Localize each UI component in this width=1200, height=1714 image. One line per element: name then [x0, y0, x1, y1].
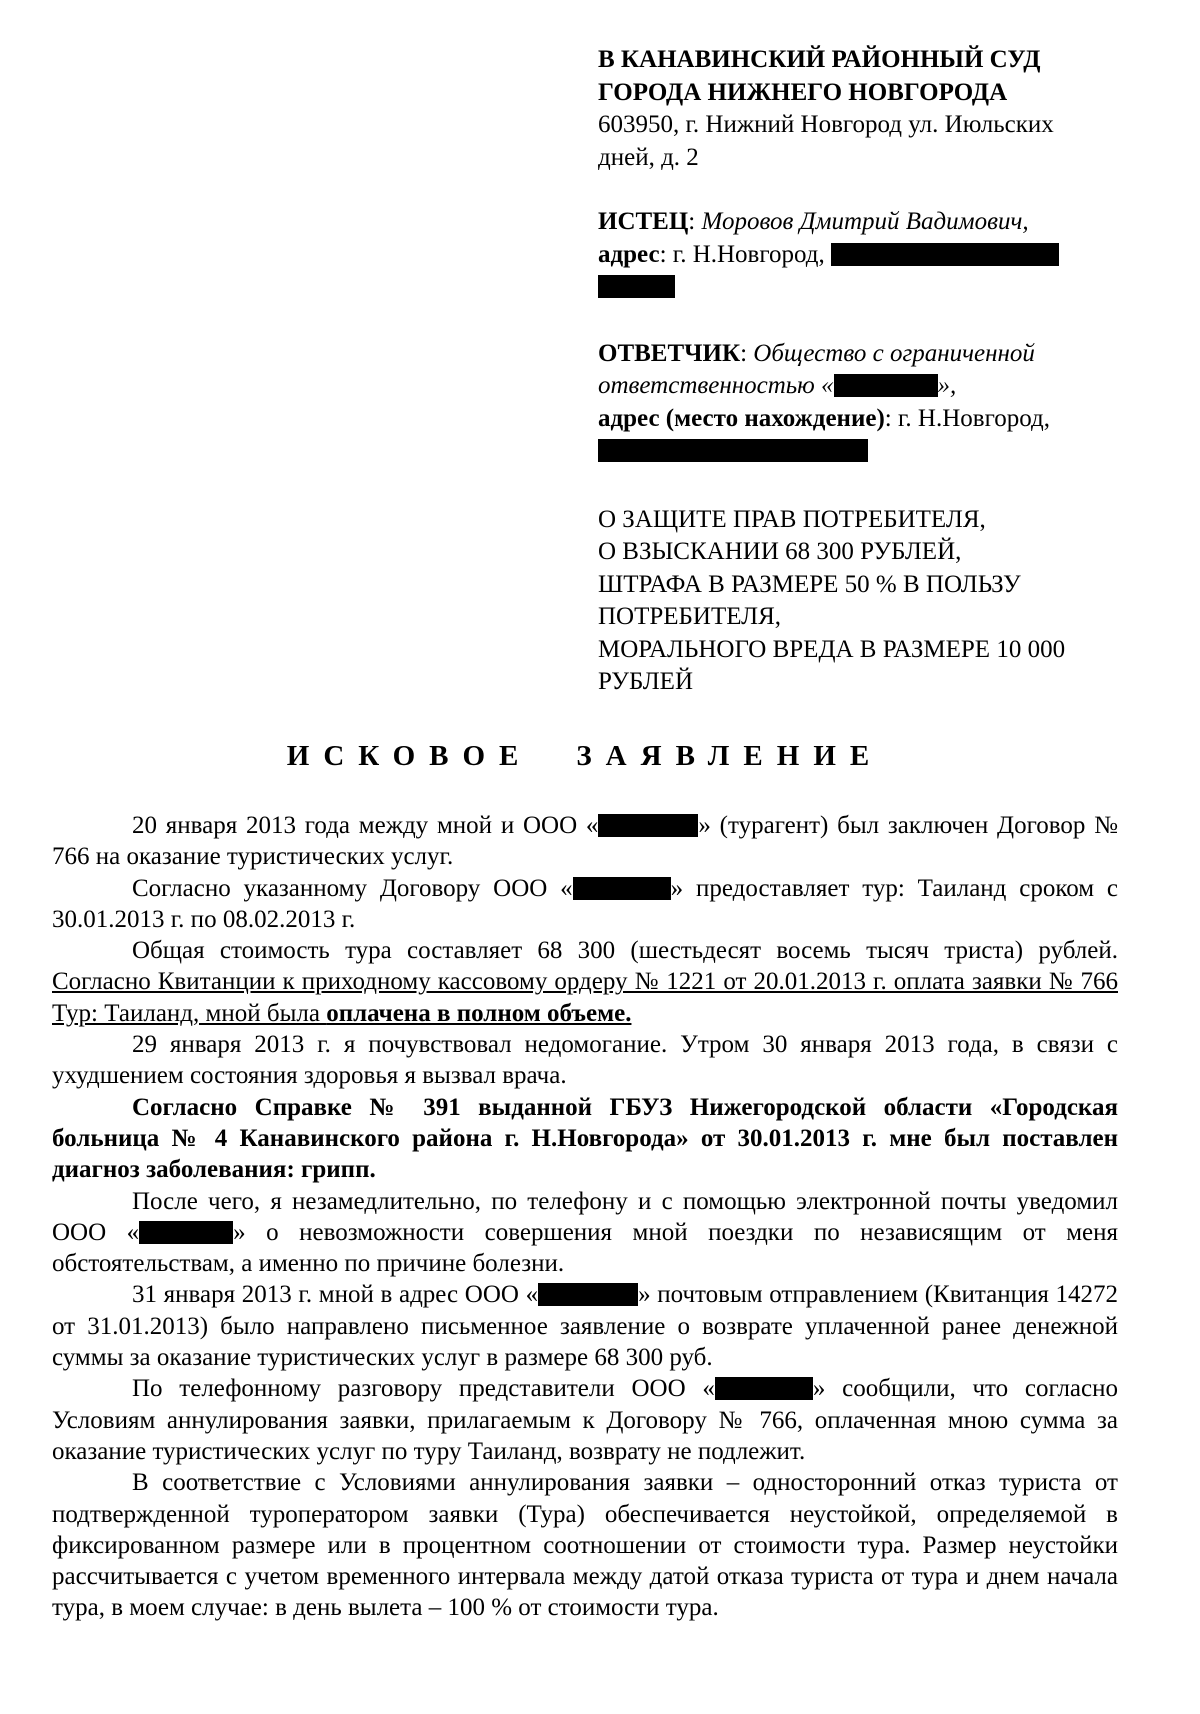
redaction-bar [598, 439, 868, 462]
plaintiff-line: ИСТЕЦ: Моровов Дмитрий Вадимович, [598, 208, 1029, 235]
plaintiff-address-line-2 [598, 271, 1158, 304]
plaintiff-address-label: адрес [598, 240, 660, 268]
subject-line-4: ПОТРЕБИТЕЛЯ, [598, 603, 782, 630]
redaction-bar [573, 877, 671, 900]
redaction-bar [538, 1283, 638, 1306]
paragraph-payment: Общая стоимость тура составляет 68 300 (шестьдесят восемь тысяч триста) рублей. Согласно Квитанции к приходному кассовому ордеру № 1221 от 20.01.2013 г. оплата заявки № 766 Тур: Таиланд, мной была оплачена в полном объеме. [52, 937, 1118, 1027]
paragraph-cancellation-terms: В соответствие с Условиями аннулирования заявки – односторонний отказ туриста от подтвержденной туроператором заявки (Тура) обеспечивается неустойкой, определяемой в фиксированном размере или в процентном соотношении от стоимости тура. Размер неустойки рассчитывается с учетом временного интервала между датой отказа туриста от тура и днем начала тура, в моем случае: в день вылета – 100 % от стоимости тура. [52, 1469, 1118, 1622]
plaintiff-address-line [598, 239, 1158, 272]
redaction-bar [834, 374, 938, 397]
document-title [0, 740, 1170, 773]
defendant-address-line [598, 403, 1158, 436]
redaction-bar [598, 275, 675, 298]
court-name-line-2: ГОРОДА НИЖНЕГО НОВГОРОДА [598, 78, 1008, 106]
title-word-1: ИСКОВОЕ [286, 740, 533, 772]
defendant-address-label: адрес (место нахождение) [598, 404, 885, 432]
plaintiff-address: : г. Н.Новгород, [659, 240, 825, 268]
plaintiff-label: ИСТЕЦ [598, 208, 689, 235]
redaction-bar [139, 1221, 233, 1244]
defendant-line: ОТВЕТЧИК: Общество с ограниченной [598, 339, 1035, 367]
subject-line-1: О ЗАЩИТЕ ПРАВ ПОТРЕБИТЕЛЯ, [598, 505, 986, 533]
redaction-bar [715, 1377, 813, 1400]
court-address-line-2: дней, д. 2 [598, 143, 699, 171]
paragraph-tour: Согласно указанному Договору ООО « » предоставляет тур: Таиланд сроком с 30.01.2013 г. по 08.02.2013 г. [52, 874, 1118, 933]
document-header [598, 44, 1158, 699]
subject-line-2: О ВЗЫСКАНИИ 68 300 РУБЛЕЙ, [598, 538, 962, 565]
court-address-line-1: 603950, г. Нижний Новгород ул. Июльских [598, 111, 1054, 138]
paragraph-diagnosis: Согласно Справке № 391 выданной ГБУЗ Нижегородской области «Городская больница № 4 Канавинского района г. Н.Новгорода» от 30.01.2013 г. мне был поставлен диагноз заболевания: грипп. [52, 1093, 1118, 1184]
defendant-address: : г. Н.Новгород, [884, 404, 1050, 432]
paragraph-phone-refusal: По телефонному разговору представители ООО « » сообщили, что согласно Условиям аннулирования заявки, прилагаемым к Договору № 766, оплаченная мною сумма за оказание туристических услуг по туру Таиланд, возврату не подлежит. [52, 1375, 1118, 1465]
redaction-bar [598, 814, 698, 837]
defendant-address-line-2 [598, 435, 1158, 468]
title-word-2: ЗАЯВЛЕНИЕ [576, 740, 884, 772]
redaction-bar [831, 243, 1059, 266]
subject-line-3: ШТРАФА В РАЗМЕРЕ 50 % В ПОЛЬЗУ [598, 570, 1021, 598]
defendant-name-line-1: Общество с ограниченной [753, 339, 1035, 367]
subject-line-5: МОРАЛЬНОГО ВРЕДА В РАЗМЕРЕ 10 000 [598, 635, 1066, 663]
court-name-line-1: В КАНАВИНСКИЙ РАЙОННЫЙ СУД [598, 46, 1041, 73]
document-body [52, 810, 1118, 1624]
defendant-name-line-2: ответственностью « », [598, 372, 957, 399]
defendant-label: ОТВЕТЧИК [598, 339, 741, 367]
paragraph-notification: После чего, я незамедлительно, по телефону и с помощью электронной почты уведомил ООО « » о невозможности совершения мной поездки по независящим от меня обстоятельствам, а именно по причине болезни. [52, 1187, 1118, 1278]
paragraph-contract: 20 января 2013 года между мной и ООО « » (турагент) был заключен Договор № 766 на оказание туристических услуг. [52, 812, 1118, 871]
subject-line-6: РУБЛЕЙ [598, 668, 693, 695]
paragraph-claim-letter: 31 января 2013 г. мной в адрес ООО « » почтовым отправлением (Квитанция 14272 от 31.01.2013) было направлено письменное заявление о возврате уплаченной ранее денежной суммы за оказание туристических услуг в размере 68 300 руб. [52, 1281, 1118, 1372]
plaintiff-name: Моровов Дмитрий Вадимович, [701, 208, 1029, 235]
paragraph-illness: 29 января 2013 г. я почувствовал недомогание. Утром 30 января 2013 года, в связи с ухудшением состояния здоровья я вызвал врача. [52, 1031, 1118, 1090]
